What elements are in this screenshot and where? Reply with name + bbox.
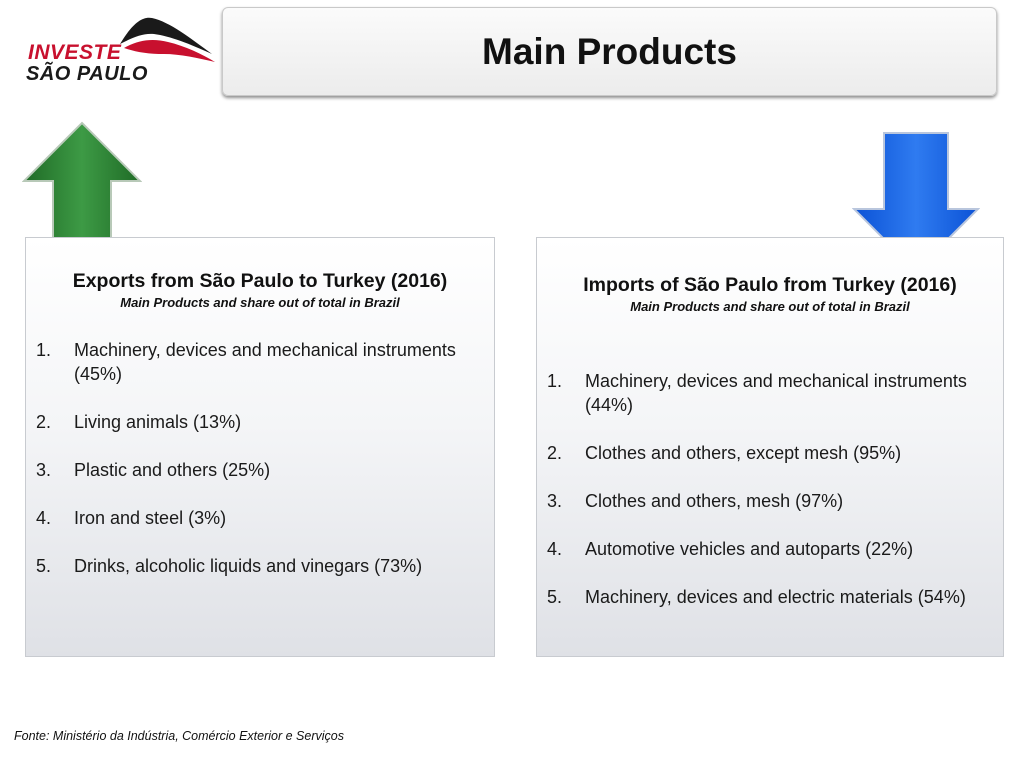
list-item xyxy=(36,338,474,386)
page-title: Main Products xyxy=(482,30,737,72)
imports-title: Imports of São Paulo from Turkey (2016) xyxy=(583,274,957,296)
list-item-text: Clothes and others, except mesh (95%) xyxy=(585,443,902,463)
list-item xyxy=(547,489,983,513)
list-item-text: Living animals (13%) xyxy=(74,412,242,432)
imports-list xyxy=(547,369,983,633)
imports-header xyxy=(577,273,963,314)
logo-text-line2: SÃO PAULO xyxy=(26,63,148,85)
exports-subtitle: Main Products and share out of total in Brazil xyxy=(120,295,400,310)
list-item-number: 5. xyxy=(36,556,52,576)
list-item xyxy=(547,585,983,609)
imports-subtitle: Main Products and share out of total in Brazil xyxy=(630,299,910,314)
list-item-number: 3. xyxy=(36,460,52,480)
exports-header xyxy=(26,269,494,310)
list-item-number: 1. xyxy=(36,340,52,360)
list-item-text: Clothes and others, mesh (97%) xyxy=(585,491,844,511)
exports-panel xyxy=(25,237,495,657)
list-item xyxy=(36,458,474,482)
list-item xyxy=(36,410,474,434)
list-item-text: Machinery, devices and mechanical instruments (45%) xyxy=(74,340,456,384)
list-item-text: Iron and steel (3%) xyxy=(74,508,227,528)
list-item xyxy=(36,506,474,530)
imports-panel xyxy=(536,237,1004,657)
list-item-text: Automotive vehicles and autoparts (22%) xyxy=(585,539,914,559)
brand-logo xyxy=(20,14,220,88)
exports-list xyxy=(36,338,474,602)
list-item-text: Machinery, devices and electric materials (54%) xyxy=(585,587,966,607)
list-item-number: 2. xyxy=(547,443,563,463)
source-note: Fonte: Ministério da Indústria, Comércio Exterior e Serviços xyxy=(14,729,344,743)
list-item xyxy=(36,554,474,578)
list-item xyxy=(547,441,983,465)
list-item-number: 4. xyxy=(547,539,563,559)
list-item-number: 1. xyxy=(547,371,563,391)
list-item-number: 3. xyxy=(547,491,563,511)
logo-text-line1: INVESTE xyxy=(28,41,122,64)
list-item xyxy=(547,537,983,561)
list-item xyxy=(547,369,983,417)
exports-title: Exports from São Paulo to Turkey (2016) xyxy=(72,270,448,292)
list-item-number: 2. xyxy=(36,412,52,432)
list-item-text: Drinks, alcoholic liquids and vinegars (73%) xyxy=(74,556,423,576)
list-item-text: Machinery, devices and mechanical instruments (44%) xyxy=(585,371,967,415)
list-item-number: 4. xyxy=(36,508,52,528)
list-item-text: Plastic and others (25%) xyxy=(74,460,271,480)
title-banner xyxy=(222,7,997,96)
list-item-number: 5. xyxy=(547,587,563,607)
